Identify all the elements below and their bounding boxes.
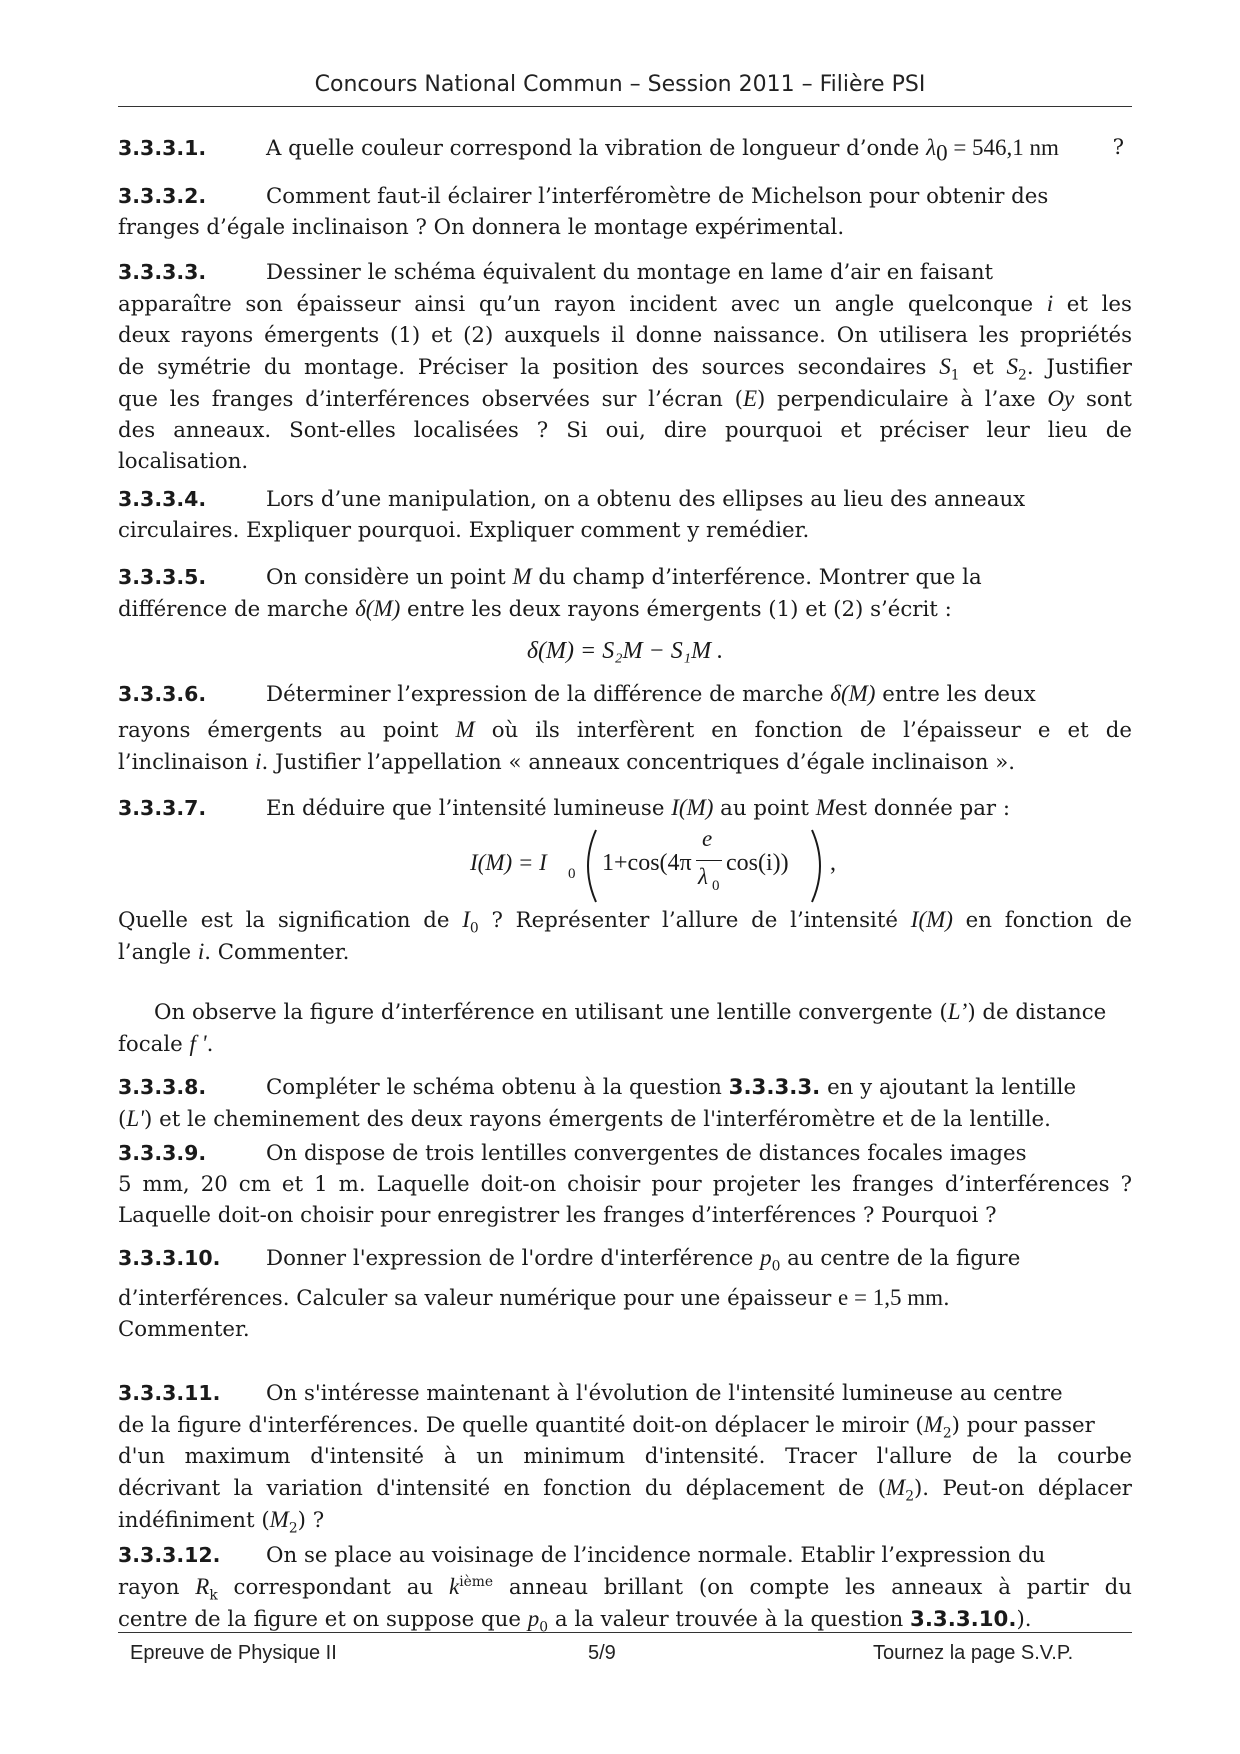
equation-path-difference: δ(M) = S₂M − S₁M . (526, 638, 724, 664)
question-3-3-3-4: 3.3.3.4. Lors d’une manipulation, on a obtenu des ellipses au lieu des anneaux circulaires. Expliquer pourquoi. Expliquer comment y remédier. (118, 487, 1026, 543)
footer-right: Tournez la page S.V.P. (873, 1642, 1074, 1664)
lens-intro: On observe la figure d’interférence en utilisant une lentille convergente (L’) de distance focale f '. (118, 999, 1107, 1057)
question-3-3-3-5: 3.3.3.5. On considère un point M du champ d’interférence. Montrer que la différence de marche δ(M) entre les deux rayons émergents (1) et (2) s’écrit : (118, 564, 982, 622)
question-3-3-3-12: 3.3.3.12. On se place au voisinage de l’incidence normale. Etablir l’expression du rayon $R_k$ correspondant au $k^{ième}$ anneau brillant (on compte les anneaux à partir du centre de la figure et on suppose que $p_0$ a la valeur trouvée à la question 3.3.3.10.). (118, 1543, 1132, 1636)
question-3-3-3-1: 3.3.3.1. A quelle couleur correspond la vibration de longueur d’onde $\lambda_0 = 546,1$ nm ? (118, 135, 1124, 166)
question-3-3-3-11: 3.3.3.11. On s'intéresse maintenant à l'évolution de l'intensité lumineuse au centre de la figure d'interférences. De quelle quantité doit-on déplacer le miroir $(M_2)$ pour passer d'un maximum d'intensité à un minimum d'intensité. Tracer l'allure de la courbe décrivant la variation d'intensité en fonction du déplacement de $(M_2)$. Peut-on déplacer indéfiniment $(M_2)$ ? (118, 1381, 1132, 1537)
page-header: Concours National Commun – Session 2011 – Filière PSI (314, 72, 926, 97)
question-3-3-3-6: 3.3.3.6. Déterminer l’expression de la différence de marche δ(M) entre les deux rayons émergents au point M où ils interfèrent en fonction de l’épaisseur e et de l’inclinaison i. Justifier l’appellation « anneaux concentriques d’égale inclinaison ». (118, 681, 1132, 775)
footer-left: Epreuve de Physique II (130, 1642, 337, 1664)
question-3-3-3-10: 3.3.3.10. Donner l'expression de l'ordre d'interférence $p_0$ au centre de la figure d’interférences. Calculer sa valeur numérique pour une épaisseur e = 1,5 mm. Commenter. (118, 1245, 1021, 1342)
question-3-3-3-7: 3.3.3.7. En déduire que l’intensité lumineuse I(M) au point Mest donnée par : (118, 795, 1011, 821)
question-3-3-3-7-cont: Quelle est la signification de $I_0$ ? Représenter l’allure de l’intensité I(M) en fonction de l’angle i. Commenter. (118, 907, 1132, 965)
header-rule (118, 106, 1132, 107)
equation-intensity: I(M) = I 0 1+cos(4π e λ 0 cos(i)) , (470, 826, 870, 906)
question-3-3-3-3: 3.3.3.3. Dessiner le schéma équivalent du montage en lame d’air en faisant apparaître son épaisseur ainsi qu’un rayon incident avec un angle quelconque i et les deux rayons émergents (1) et (2) auxquels il donne naissance. On utilisera les propriétés de symétrie du montage. Préciser la position des sources secondaires $S_1$ et $S_2$. Justifier que les franges d’interférences observées sur l’écran (E) perpendiculaire à l’axe Oy sont des anneaux. Sont-elles localisées ? Si oui, dire pourquoi et préciser leur lieu de localisation. (118, 260, 1132, 474)
page-number: 5/9 (588, 1642, 616, 1664)
question-3-3-3-2: 3.3.3.2. Comment faut-il éclairer l’interféromètre de Michelson pour obtenir des franges d’égale inclinaison ? On donnera le montage expérimental. (118, 184, 1049, 240)
question-3-3-3-8: 3.3.3.8. Compléter le schéma obtenu à la question 3.3.3.3. en y ajoutant la lentille (L') et le cheminement des deux rayons émergents de l'interféromètre et de la lentille. (118, 1075, 1077, 1132)
question-3-3-3-9: 3.3.3.9. On dispose de trois lentilles convergentes de distances focales images 5 mm, 20 cm et 1 m. Laquelle doit-on choisir pour projeter les franges d’interférences ? Laquelle doit-on choisir pour enregistrer les franges d’interférences ? Pourquoi ? (118, 1141, 1132, 1228)
footer-rule (118, 1632, 1132, 1633)
